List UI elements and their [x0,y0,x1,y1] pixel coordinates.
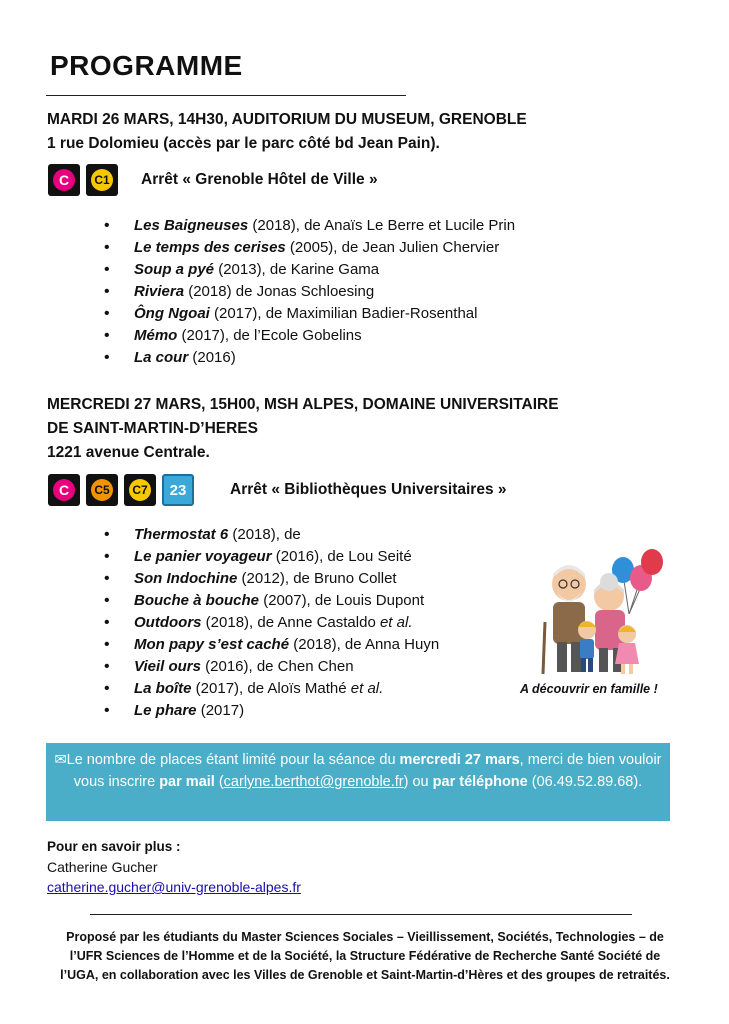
tram-c-icon: C [48,474,80,506]
list-item: • Les Baigneuses (2018), de Anaïs Le Berre et Lucile Prin [104,215,515,237]
list-item: • Outdoors (2018), de Anne Castaldo et al. [104,612,439,634]
footer-text: Proposé par les étudiants du Master Sciences Sociales – Vieillissement, Sociétés, Technologies – de l’UFR Sciences de l’Homme et de la Société, la Structure Fédérative de Recherche Santé Société de l’UGA, en collaboration avec les Villes de Grenoble et Saint-Martin-d’Hères et des groupes de retraités. [60,930,670,982]
bus-23-icon: 23 [162,474,194,506]
envelope-pen-icon: ✉ [54,752,67,768]
session2-address: 1221 avenue Centrale. [47,444,210,461]
list-item: • Bouche à bouche (2007), de Louis Dupont [104,590,439,612]
list-item: • Riviera (2018) de Jonas Schloesing [104,281,515,303]
session2-transit-badges [48,474,194,506]
session2-heading-cont: DE SAINT-MARTIN-D’HERES [47,420,258,437]
registration-notice: ✉Le nombre de places étant limité pour la séance du mercredi 27 mars, merci de bien vouloir vous inscrire par mail (carlyne.berthot@grenoble.fr) ou par téléphone (06.49.52.89.68). [46,743,670,821]
session1-stop: Arrêt « Grenoble Hôtel de Ville » [141,171,378,188]
footer-divider [90,914,632,915]
bus-c1-icon: C1 [86,164,118,196]
list-item: • La boîte (2017), de Aloïs Mathé et al. [104,678,439,700]
bus-c7-icon: C7 [124,474,156,506]
list-item: • Son Indochine (2012), de Bruno Collet [104,568,439,590]
list-item: • Ông Ngoai (2017), de Maximilian Badier-Rosenthal [104,303,515,325]
list-item: • Le panier voyageur (2016), de Lou Seité [104,546,439,568]
list-item: • Vieil ours (2016), de Chen Chen [104,656,439,678]
session1-heading: MARDI 26 MARS, 14H30, AUDITORIUM DU MUSEUM, GRENOBLE [47,111,527,128]
session1-transit-badges [48,164,118,196]
list-item: • Le phare (2017) [104,700,439,722]
illustration-caption: A découvrir en famille ! [520,682,658,696]
list-item: • Mon papy s’est caché (2018), de Anna Huyn [104,634,439,656]
tram-c-icon: C [48,164,80,196]
list-item: • La cour (2016) [104,347,515,369]
list-item: • Thermostat 6 (2018), de [104,524,439,546]
page-title: PROGRAMME [50,50,243,81]
bus-c5-icon: C5 [86,474,118,506]
session1-address: 1 rue Dolomieu (accès par le parc côté bd Jean Pain). [47,135,440,152]
contact-email-link[interactable]: catherine.gucher@univ-grenoble-alpes.fr [47,879,301,895]
grandparents-with-balloons-illustration [531,544,674,679]
session2-film-list [104,524,439,722]
title-divider [46,95,406,96]
list-item: • Mémo (2017), de l’Ecole Gobelins [104,325,515,347]
list-item: • Soup a pyé (2013), de Karine Gama [104,259,515,281]
session1-film-list [104,215,515,369]
contact-label: Pour en savoir plus : [47,839,181,854]
registration-email-link[interactable]: carlyne.berthot@grenoble.fr [223,774,404,790]
session2-stop: Arrêt « Bibliothèques Universitaires » [230,481,507,498]
session2-heading: MERCREDI 27 MARS, 15H00, MSH ALPES, DOMAINE UNIVERSITAIRE [47,396,559,413]
contact-name: Catherine Gucher [47,859,158,875]
list-item: • Le temps des cerises (2005), de Jean Julien Chervier [104,237,515,259]
